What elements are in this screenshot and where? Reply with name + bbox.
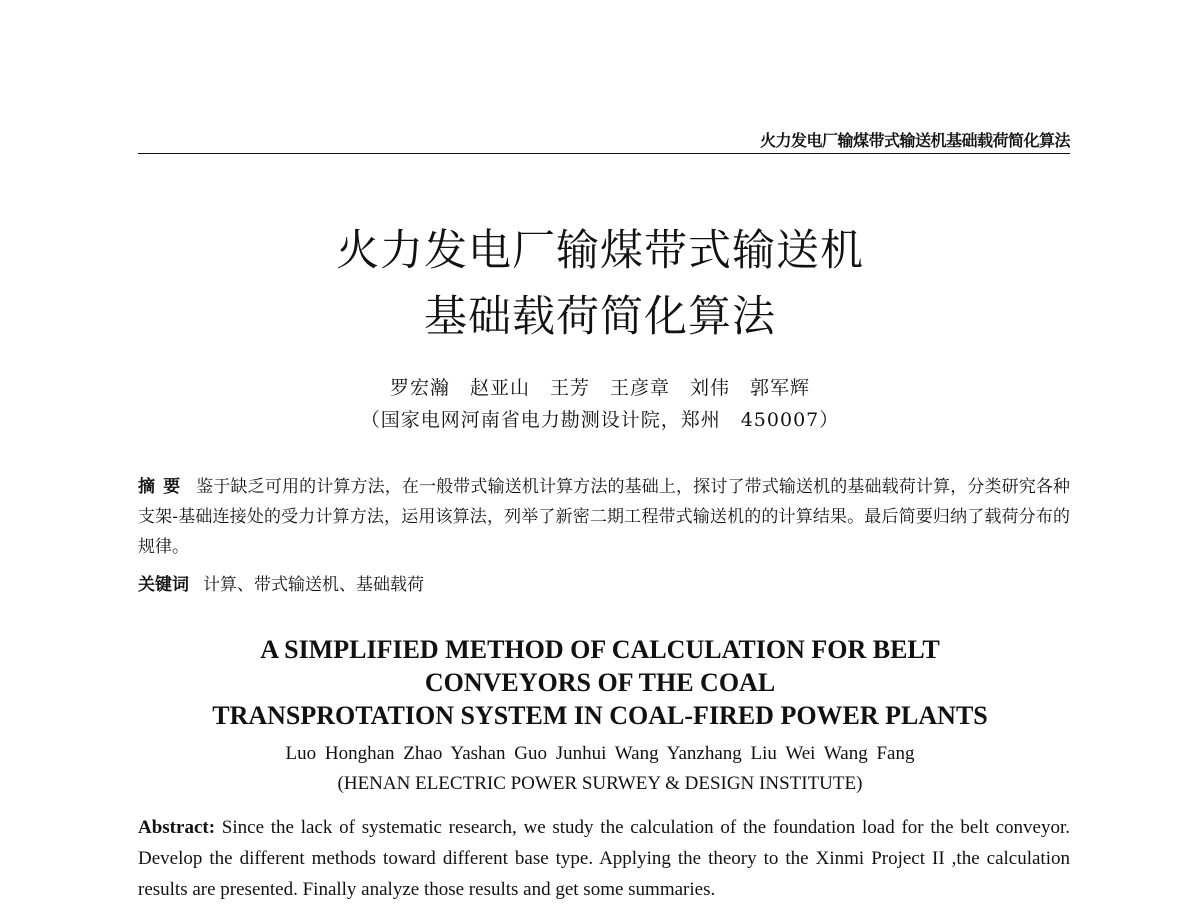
header-rule <box>138 153 1070 154</box>
abstract-en-text: Since the lack of systematic research, we study the calculation of the foundation load for the belt conveyor. Develop the different methods toward different base type. Applying the theory to the Xinmi Project II ,the calculation results are presented. Finally analyze those results and get some summaries. <box>138 817 1071 900</box>
abstract-zh-label: 摘要 <box>138 477 189 497</box>
abstract-zh <box>138 472 1070 562</box>
title-en <box>0 633 1200 732</box>
affiliation-en: (HENAN ELECTRIC POWER SURWEY & DESIGN INSTITUTE) <box>337 773 863 794</box>
affiliation-zh: （国家电网河南省电力勘测设计院，郑州 450007） <box>360 409 840 431</box>
title-zh-line-2: 基础载荷简化算法 <box>424 292 776 342</box>
keywords-zh-label: 关键词 <box>138 575 189 595</box>
title-en-line-1: A SIMPLIFIED METHOD OF CALCULATION FOR BELT <box>260 635 940 664</box>
running-head: 火力发电厂输煤带式输送机基础载荷简化算法 <box>759 131 1070 150</box>
title-zh-line-1: 火力发电厂输煤带式输送机 <box>336 226 864 276</box>
keywords-zh-text: 计算、带式输送机、基础载荷 <box>203 575 424 595</box>
abstract-zh-text: 鉴于缺乏可用的计算方法，在一般带式输送机计算方法的基础上，探讨了带式输送机的基础载荷计算，分类研究各种支架-基础连接处的受力计算方法，运用该算法，列举了新密二期工程带式输送机的的计算结果。最后简要归纳了载荷分布的规律。 <box>138 477 1071 557</box>
keywords-zh <box>138 570 1070 600</box>
authors-zh: 罗宏瀚 赵亚山 王芳 王彦章 刘伟 郭军辉 <box>389 377 810 399</box>
title-en-line-3: TRANSPROTATION SYSTEM IN COAL-FIRED POWER PLANTS <box>212 701 988 730</box>
title-zh <box>0 218 1200 350</box>
authors-en: Luo Honghan Zhao Yashan Guo Junhui Wang Yanzhang Liu Wei Wang Fang <box>285 743 915 764</box>
title-en-line-2: CONVEYORS OF THE COAL <box>424 668 776 697</box>
abstract-en-label: Abstract: <box>138 817 216 838</box>
abstract-en <box>138 812 1070 905</box>
